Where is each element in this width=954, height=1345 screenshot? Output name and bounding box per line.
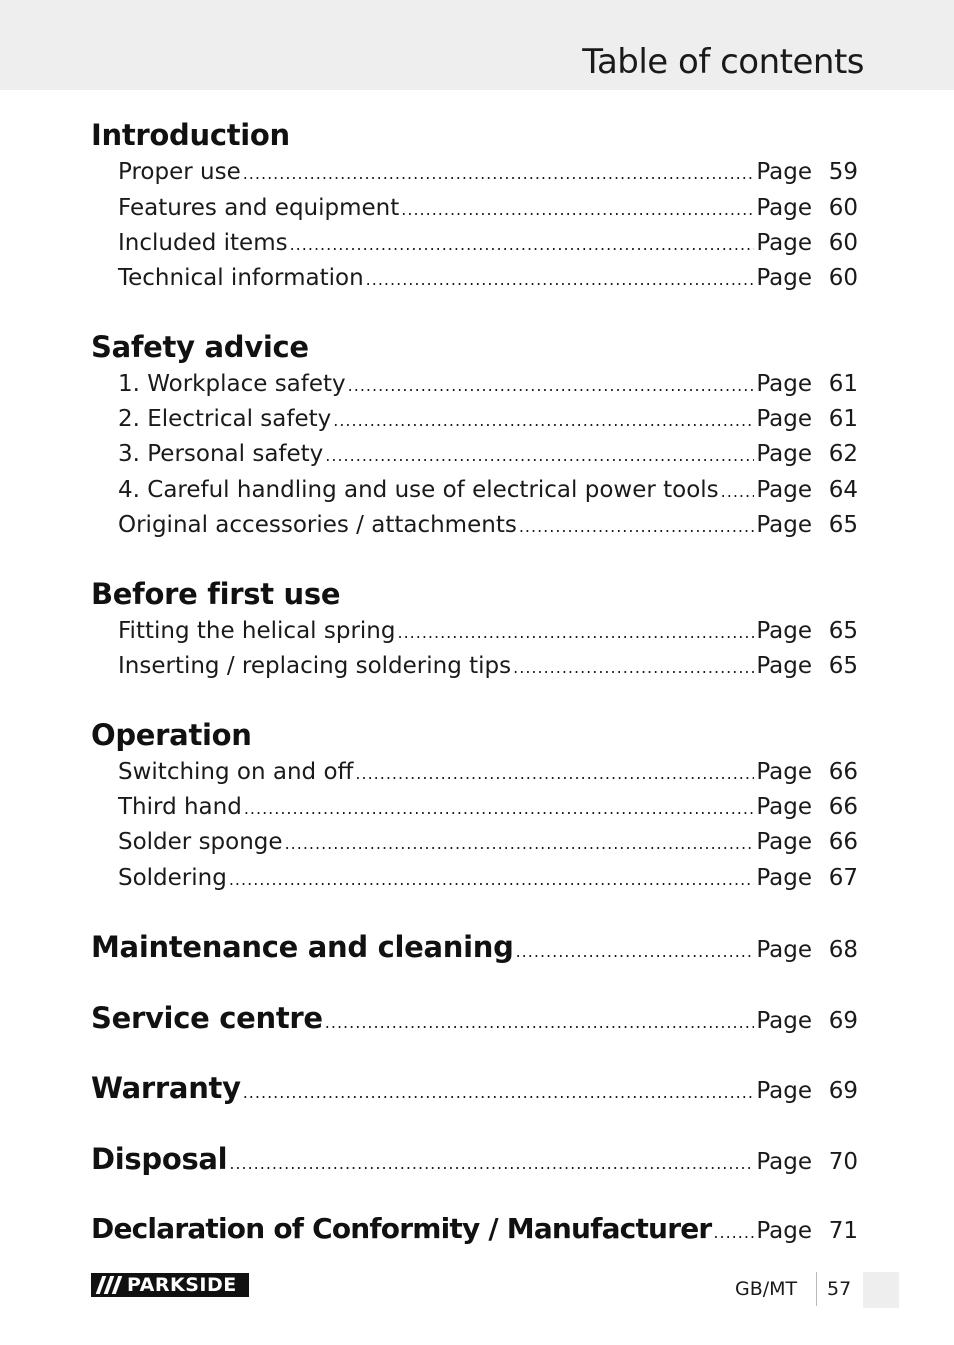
toc-entry[interactable] <box>118 403 858 435</box>
leader-dots <box>366 264 755 296</box>
page-number: 66 <box>828 759 858 785</box>
entry-label: 2. Electrical safety <box>118 406 332 432</box>
entry-label: Warranty <box>91 1071 241 1105</box>
entry-label: 3. Personal safety <box>118 441 324 467</box>
toc-main-entry-declaration[interactable] <box>91 1209 858 1249</box>
page-number: 64 <box>828 477 858 503</box>
page-word: Page <box>756 1078 812 1104</box>
page-word: Page <box>756 1218 812 1244</box>
leader-dots <box>721 476 755 508</box>
footer-marker-box <box>863 1272 899 1308</box>
toc-entry[interactable] <box>118 650 858 682</box>
toc-main-entry-warranty[interactable] <box>91 1068 858 1108</box>
page-word: Page <box>756 441 812 467</box>
entry-label: Inserting / replacing soldering tips <box>118 653 512 679</box>
page-word: Page <box>756 653 812 679</box>
page-number: 69 <box>828 1008 858 1034</box>
leader-dots <box>243 1073 755 1113</box>
leader-dots <box>229 864 754 896</box>
country-code: GB/MT <box>735 1278 798 1300</box>
entry-label: Disposal <box>91 1142 228 1176</box>
brand-name: PARKSIDE <box>127 1274 237 1296</box>
page-number: 65 <box>828 512 858 538</box>
leader-dots <box>397 617 754 649</box>
toc-entry[interactable] <box>118 474 858 506</box>
page-number: 60 <box>828 230 858 256</box>
leader-dots <box>355 758 754 790</box>
entry-label: Third hand <box>118 794 242 820</box>
leader-dots <box>516 932 755 972</box>
section-heading-safety-advice: Safety advice <box>91 330 309 364</box>
leader-dots <box>401 194 754 226</box>
entry-label: Proper use <box>118 159 241 185</box>
entry-label: Solder sponge <box>118 829 283 855</box>
entry-label: Service centre <box>91 1001 323 1035</box>
toc-entry[interactable] <box>118 791 858 823</box>
page-number: 61 <box>828 406 858 432</box>
toc-main-entry-service-centre[interactable] <box>91 998 858 1038</box>
entry-label: Declaration of Conformity / Manufacturer <box>91 1212 712 1245</box>
page-number: 66 <box>828 829 858 855</box>
page-number: 66 <box>828 794 858 820</box>
leader-dots <box>348 370 755 402</box>
section-heading-operation: Operation <box>91 718 252 752</box>
leader-dots <box>229 1144 754 1184</box>
toc-entry[interactable] <box>118 368 858 400</box>
leader-dots <box>285 828 755 860</box>
toc-entry[interactable] <box>118 438 858 470</box>
leader-dots <box>513 652 754 684</box>
page-word: Page <box>756 618 812 644</box>
brand-slashes-icon <box>91 1273 125 1297</box>
toc-entry[interactable] <box>118 509 858 541</box>
entry-label: Technical information <box>118 265 364 291</box>
entry-label: 4. Careful handling and use of electrical power tools <box>118 477 719 503</box>
entry-label: Soldering <box>118 865 227 891</box>
page-number: 59 <box>828 159 858 185</box>
toc-main-entry-maintenance[interactable] <box>91 927 858 967</box>
page-number: 61 <box>828 371 858 397</box>
page-word: Page <box>756 265 812 291</box>
leader-dots <box>325 440 754 472</box>
leader-dots <box>290 229 755 261</box>
entry-label: Maintenance and cleaning <box>91 930 514 964</box>
toc-entry[interactable] <box>118 862 858 894</box>
entry-label: Switching on and off <box>118 759 354 785</box>
page-word: Page <box>756 477 812 503</box>
entry-label: 1. Workplace safety <box>118 371 346 397</box>
page-number: 68 <box>828 937 858 963</box>
toc-entry[interactable] <box>118 615 858 647</box>
entry-label: Included items <box>118 230 288 256</box>
toc-entry[interactable] <box>118 227 858 259</box>
toc-entry[interactable] <box>118 262 858 294</box>
footer-page-number: 57 <box>827 1278 852 1300</box>
section-heading-before-first-use: Before first use <box>91 577 341 611</box>
page-number: 65 <box>828 653 858 679</box>
leader-dots <box>244 793 754 825</box>
page-number: 69 <box>828 1078 858 1104</box>
page-number: 65 <box>828 618 858 644</box>
toc-entry[interactable] <box>118 756 858 788</box>
page-word: Page <box>756 159 812 185</box>
brand-logo <box>91 1273 249 1297</box>
page-word: Page <box>756 865 812 891</box>
page-word: Page <box>756 512 812 538</box>
page-number: 60 <box>828 195 858 221</box>
leader-dots <box>713 1213 754 1253</box>
entry-label: Fitting the helical spring <box>118 618 396 644</box>
toc-main-entry-disposal[interactable] <box>91 1139 858 1179</box>
page-word: Page <box>756 406 812 432</box>
leader-dots <box>519 511 754 543</box>
page-word: Page <box>756 759 812 785</box>
toc-entry[interactable] <box>118 156 858 188</box>
page-number: 60 <box>828 265 858 291</box>
page-number: 67 <box>828 865 858 891</box>
page-number: 71 <box>828 1218 858 1244</box>
page-word: Page <box>756 371 812 397</box>
page-word: Page <box>756 195 812 221</box>
page-word: Page <box>756 794 812 820</box>
page-word: Page <box>756 230 812 256</box>
page-word: Page <box>756 937 812 963</box>
entry-label: Features and equipment <box>118 195 400 221</box>
entry-label: Original accessories / attachments <box>118 512 517 538</box>
page-number: 70 <box>828 1149 858 1175</box>
toc-entry[interactable] <box>118 192 858 224</box>
page-number: 62 <box>828 441 858 467</box>
leader-dots <box>325 1003 755 1043</box>
page-word: Page <box>756 829 812 855</box>
page-title: Table of contents <box>582 42 864 82</box>
page-word: Page <box>756 1149 812 1175</box>
leader-dots <box>243 158 755 190</box>
toc-entry[interactable] <box>118 826 858 858</box>
footer-divider <box>816 1272 817 1306</box>
leader-dots <box>333 405 754 437</box>
section-heading-introduction: Introduction <box>91 118 290 152</box>
page-word: Page <box>756 1008 812 1034</box>
